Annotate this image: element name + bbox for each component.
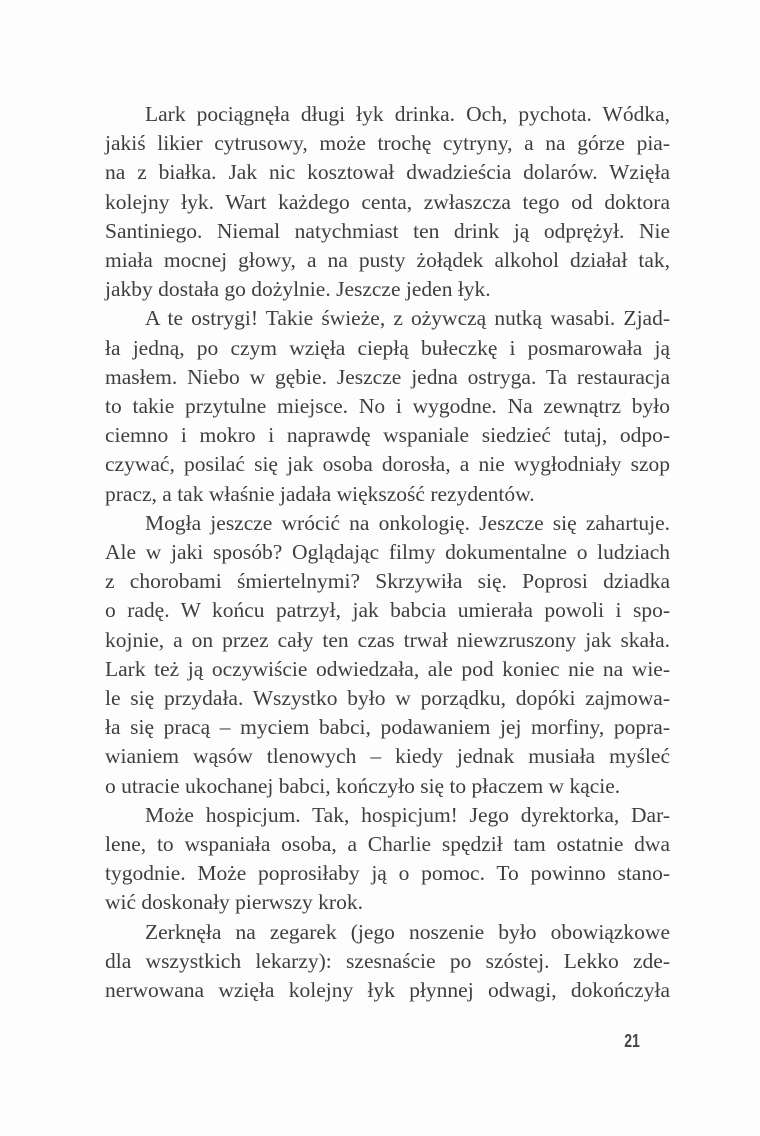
text-line: ciemno i mokro i naprawdę wspaniale siedzieć tutaj, odpo-	[105, 423, 670, 448]
text-line: Mogła jeszcze wrócić na onkologię. Jeszcze się zahartuje.	[145, 510, 670, 535]
text-line: miała mocnej głowy, a na pusty żołądek alkohol działał tak,	[105, 248, 670, 273]
text-line: wić doskonały pierwszy krok.	[105, 890, 363, 915]
text-line: dla wszystkich lekarzy): szesnaście po szóstej. Lekko zde-	[105, 948, 670, 973]
text-line: jakiś likier cytrusowy, może trochę cytryny, a na górze pia-	[105, 131, 670, 156]
text-line: Lark pociągnęła długi łyk drinka. Och, pychota. Wódka,	[145, 102, 670, 126]
text-line: Ale w jaki sposób? Oglądając filmy dokumentalne o ludziach	[105, 540, 670, 565]
text-line: lene, to wspaniała osoba, a Charlie spędził tam ostatnie dwa	[105, 832, 670, 857]
text-line: z chorobami śmiertelnymi? Skrzywiła się. Poprosi dziadka	[105, 569, 670, 594]
text-line: pracz, a tak właśnie jadała większość rezydentów.	[105, 481, 535, 506]
text-line: o utracie ukochanej babci, kończyło się to płaczem w kącie.	[105, 773, 621, 798]
text-line: Może hospicjum. Tak, hospicjum! Jego dyrektorka, Dar-	[145, 802, 670, 827]
text-line: czywać, posilać się jak osoba dorosła, a nie wygłodniały szop	[105, 452, 670, 477]
text-line: tygodnie. Może poprosiłaby ją o pomoc. To powinno stano-	[105, 861, 670, 886]
page-number: 21	[624, 1031, 640, 1051]
text-line: to takie przytulne miejsce. No i wygodne. Na zewnątrz było	[105, 394, 670, 419]
text-line: masłem. Niebo w gębie. Jeszcze jedna ostryga. Ta restauracja	[105, 364, 670, 389]
text-line: Lark też ją oczywiście odwiedzała, ale pod koniec nie na wie-	[105, 656, 670, 681]
text-line: nerwowana wzięła kolejny łyk płynnej odwagi, dokończyła	[105, 978, 670, 1003]
text-line: ła się pracą – myciem babci, podawaniem jej morfiny, popra-	[105, 715, 670, 740]
text-line: kojnie, a on przez cały ten czas trwał niewzruszony jak skała.	[105, 627, 670, 652]
text-line: A te ostrygi! Takie świeże, z ożywczą nutką wasabi. Zjad-	[145, 306, 670, 331]
text-line: Zerknęła na zegarek (jego noszenie było obowiązkowe	[145, 919, 670, 944]
page-text	[105, 100, 670, 1005]
text-line: wianiem wąsów tlenowych – kiedy jednak musiała myśleć	[105, 744, 670, 769]
text-line: o radę. W końcu patrzył, jak babcia umierała powoli i spo-	[105, 598, 670, 623]
text-line: Santiniego. Niemal natychmiast ten drink ją odprężył. Nie	[105, 218, 670, 243]
text-line: na z białka. Jak nic kosztował dwadzieścia dolarów. Wzięła	[105, 160, 670, 185]
text-line: jakby dostała go dożylnie. Jeszcze jeden łyk.	[105, 277, 491, 302]
text-line: ła jedną, po czym wzięła ciepłą bułeczkę i posmarowała ją	[105, 335, 670, 360]
text-line: le się przydała. Wszystko było w porządku, dopóki zajmowa-	[105, 686, 670, 711]
text-line: kolejny łyk. Wart każdego centa, zwłaszcza tego od doktora	[105, 189, 670, 214]
